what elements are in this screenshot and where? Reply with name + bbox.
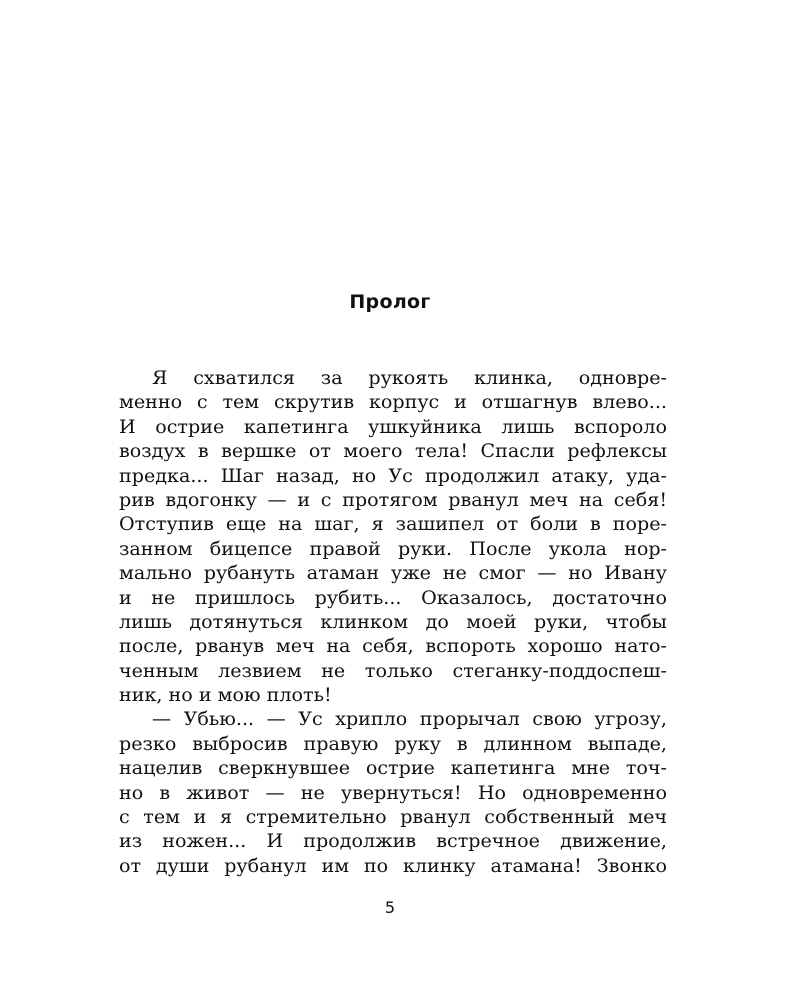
text-line: — Убью... — Ус хрипло прорычал свою угрозу, xyxy=(152,707,667,731)
text-line: из ножен... И продолжив встречное движение, xyxy=(119,829,667,853)
text-line: И острие капетинга ушкуйника лишь вспороло xyxy=(119,414,667,438)
text-line: лишь дотянуться клинком до моей руки, чтобы xyxy=(119,609,667,633)
text-line: рив вдогонку — и с протягом рванул меч на себя! xyxy=(119,487,667,511)
text-line: мально рубануть атаман уже не смог — но Ивану xyxy=(119,561,667,585)
text-line: после, рванув меч на себя, вспороть хорошо нато- xyxy=(119,634,667,658)
text-line: ник, но и мою плоть! xyxy=(119,683,332,707)
text-line: с тем и я стремительно рванул собственный меч xyxy=(119,805,667,829)
text-line: Отступив еще на шаг, я зашипел от боли в поре- xyxy=(119,512,667,536)
body-text xyxy=(119,366,667,878)
text-line: и не пришлось рубить... Оказалось, достаточно xyxy=(119,585,667,609)
text-line: от души рубанул им по клинку атамана! Звонко xyxy=(119,853,667,877)
text-line: воздух в вершке от моего тела! Спасли рефлексы xyxy=(119,439,667,463)
text-line: нацелив сверкнувшее острие капетинга мне точ- xyxy=(119,756,667,780)
text-line: менно с тем скрутив корпус и отшагнув влево... xyxy=(119,390,667,414)
text-line: занном бицепсе правой руки. После укола нор- xyxy=(119,536,667,560)
chapter-title: Пролог xyxy=(349,291,431,313)
text-line: предка... Шаг назад, но Ус продолжил атаку, уда- xyxy=(119,463,667,487)
text-line: но в живот — не увернуться! Но одновременно xyxy=(119,780,667,804)
text-line: резко выбросив правую руку в длинном выпаде, xyxy=(119,731,667,755)
text-line: ченным лезвием не только стеганку-поддоспеш- xyxy=(119,658,667,682)
text-line: Я схватился за рукоять клинка, одновре- xyxy=(152,366,667,389)
page-number: 5 xyxy=(384,898,396,917)
